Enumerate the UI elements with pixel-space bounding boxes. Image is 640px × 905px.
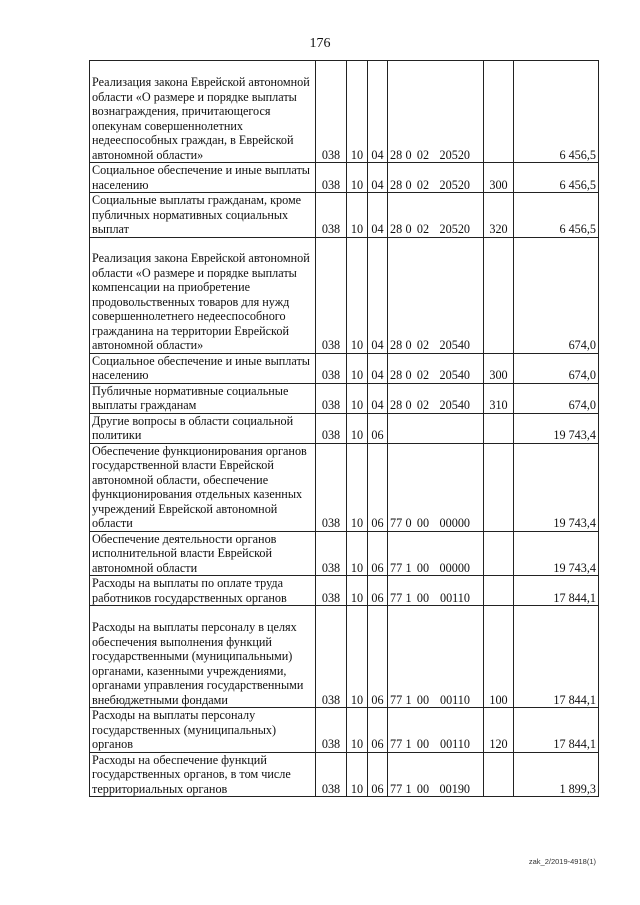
target-program-code: 77: [390, 590, 403, 605]
target-direction-code: 20540: [439, 368, 470, 382]
target-event-code: 00: [416, 590, 430, 605]
target-subprogram-code: 0: [405, 147, 412, 162]
amount-cell: 19 743,4: [514, 531, 599, 576]
section-code-cell: 10: [347, 193, 368, 238]
amount-cell: 6 456,5: [514, 61, 599, 163]
target-subprogram-code: 0: [405, 338, 412, 352]
table-row: [90, 61, 599, 163]
expense-type-cell: [484, 443, 514, 531]
section-code-cell: 10: [347, 531, 368, 576]
expense-name-cell: Другие вопросы в области социальной политики: [90, 413, 316, 443]
amount-cell: 17 844,1: [514, 576, 599, 606]
target-event-code: 00: [416, 781, 430, 796]
subsection-code-cell: 04: [368, 61, 388, 163]
ministry-code-cell: 038: [316, 383, 347, 413]
section-code-cell: 10: [347, 383, 368, 413]
target-event-code: 00: [416, 692, 430, 707]
expense-type-cell: [484, 531, 514, 576]
expense-name-cell: Расходы на выплаты персоналу государственных (муниципальных) органов: [90, 708, 316, 753]
target-direction-code: 00190: [439, 781, 470, 796]
subsection-code-cell: 06: [368, 752, 388, 797]
expense-type-cell: 310: [484, 383, 514, 413]
expense-name-cell: Социальное обеспечение и иные выплаты населению: [90, 163, 316, 193]
section-code-cell: 10: [347, 576, 368, 606]
section-code-cell: 10: [347, 443, 368, 531]
expense-name-cell: Расходы на выплаты по оплате труда работников государственных органов: [90, 576, 316, 606]
section-code-cell: 10: [347, 163, 368, 193]
target-article-cell: [388, 443, 484, 531]
expense-type-cell: 300: [484, 353, 514, 383]
target-article-cell: [388, 163, 484, 193]
amount-cell: 6 456,5: [514, 193, 599, 238]
target-direction-code: 00000: [439, 560, 470, 575]
target-program-code: 28: [390, 177, 403, 192]
amount-cell: 674,0: [514, 383, 599, 413]
subsection-code-cell: 06: [368, 531, 388, 576]
target-event-code: 02: [416, 368, 430, 382]
ministry-code-cell: 038: [316, 531, 347, 576]
target-program-code: 77: [390, 781, 403, 796]
amount-cell: 17 844,1: [514, 606, 599, 708]
expense-type-cell: [484, 413, 514, 443]
target-event-code: 02: [416, 398, 430, 412]
target-article-cell: [388, 61, 484, 163]
expense-name-cell: Расходы на обеспечение функций государственных органов, в том числе территориальных органов: [90, 752, 316, 797]
budget-table: [89, 60, 599, 797]
table-row: [90, 163, 599, 193]
section-code-cell: 10: [347, 61, 368, 163]
ministry-code-cell: 038: [316, 61, 347, 163]
section-code-cell: 10: [347, 237, 368, 353]
document-footer-code: zak_2/2019-4918(1): [528, 857, 596, 866]
target-article-cell: [388, 606, 484, 708]
subsection-code-cell: 06: [368, 606, 388, 708]
ministry-code-cell: 038: [316, 413, 347, 443]
target-direction-code: 00110: [439, 737, 470, 751]
amount-cell: 19 743,4: [514, 443, 599, 531]
target-program-code: 28: [390, 222, 403, 236]
subsection-code-cell: 06: [368, 708, 388, 753]
expense-name-cell: Расходы на выплаты персоналу в целях обеспечения выполнения функций государственными (муниципальными) органами, казенными учреждениями, органами управления государственными внебюджетными фондами: [90, 606, 316, 708]
target-program-code: 28: [390, 368, 403, 382]
target-article-cell: [388, 193, 484, 238]
target-article-cell: [388, 531, 484, 576]
table-row: [90, 353, 599, 383]
expense-name-cell: Реализация закона Еврейской автономной области «О размере и порядке выплаты вознаграждения, причитающегося опекунам совершеннолетних недееспособных граждан, в Еврейской автономной области»: [90, 61, 316, 163]
target-subprogram-code: 1: [405, 781, 412, 796]
target-direction-code: 00110: [439, 692, 470, 707]
expense-name-cell: Социальные выплаты гражданам, кроме публичных нормативных социальных выплат: [90, 193, 316, 238]
ministry-code-cell: 038: [316, 708, 347, 753]
target-program-code: 28: [390, 147, 403, 162]
subsection-code-cell: 04: [368, 383, 388, 413]
target-subprogram-code: 1: [405, 590, 412, 605]
section-code-cell: 10: [347, 752, 368, 797]
target-subprogram-code: 1: [405, 692, 412, 707]
expense-type-cell: [484, 61, 514, 163]
target-event-code: 00: [416, 560, 430, 575]
expense-name-cell: Реализация закона Еврейской автономной области «О размере и порядке выплаты компенсации на приобретение продовольственных товаров для нужд совершеннолетнего недееспособного гражданина на территории Еврейской автономной области»: [90, 237, 316, 353]
target-subprogram-code: 0: [405, 398, 412, 412]
ministry-code-cell: 038: [316, 443, 347, 531]
target-program-code: 28: [390, 398, 403, 412]
table-row: [90, 752, 599, 797]
amount-cell: 17 844,1: [514, 708, 599, 753]
amount-cell: 1 899,3: [514, 752, 599, 797]
table-row: [90, 531, 599, 576]
target-subprogram-code: 1: [405, 560, 412, 575]
ministry-code-cell: 038: [316, 752, 347, 797]
target-direction-code: 00000: [439, 516, 470, 530]
target-event-code: 00: [416, 737, 430, 751]
target-article-cell: [388, 752, 484, 797]
target-event-code: 02: [416, 147, 430, 162]
target-direction-code: 20520: [439, 222, 470, 236]
table-row: [90, 576, 599, 606]
section-code-cell: 10: [347, 708, 368, 753]
amount-cell: 674,0: [514, 237, 599, 353]
target-program-code: 28: [390, 338, 403, 352]
page-number: 176: [309, 36, 331, 51]
ministry-code-cell: 038: [316, 606, 347, 708]
section-code-cell: 10: [347, 353, 368, 383]
expense-type-cell: 320: [484, 193, 514, 238]
subsection-code-cell: 06: [368, 443, 388, 531]
expense-type-cell: [484, 752, 514, 797]
table-row: [90, 383, 599, 413]
amount-cell: 674,0: [514, 353, 599, 383]
target-subprogram-code: 1: [405, 737, 412, 751]
subsection-code-cell: 04: [368, 193, 388, 238]
expense-type-cell: [484, 576, 514, 606]
expense-type-cell: 100: [484, 606, 514, 708]
target-subprogram-code: 0: [405, 222, 412, 236]
target-article-cell: [388, 708, 484, 753]
expense-name-cell: Публичные нормативные социальные выплаты гражданам: [90, 383, 316, 413]
target-program-code: 77: [390, 516, 403, 530]
expense-type-cell: [484, 237, 514, 353]
target-article-cell: [388, 237, 484, 353]
table-row: [90, 708, 599, 753]
target-article-cell: [388, 383, 484, 413]
section-code-cell: 10: [347, 413, 368, 443]
expense-name-cell: Обеспечение функционирования органов государственной власти Еврейской автономной области, обеспечение функционирования отдельных казенных учреждений Еврейской автономной области: [90, 443, 316, 531]
ministry-code-cell: 038: [316, 163, 347, 193]
target-direction-code: 20520: [439, 147, 470, 162]
target-event-code: 00: [416, 516, 430, 530]
table-row: [90, 237, 599, 353]
subsection-code-cell: 06: [368, 576, 388, 606]
target-event-code: 02: [416, 222, 430, 236]
table-row: [90, 606, 599, 708]
target-direction-code: 20540: [439, 338, 470, 352]
expense-name-cell: Социальное обеспечение и иные выплаты населению: [90, 353, 316, 383]
table-row: [90, 193, 599, 238]
target-article-cell: [388, 413, 484, 443]
subsection-code-cell: 04: [368, 237, 388, 353]
expense-name-cell: Обеспечение деятельности органов исполнительной власти Еврейской автономной области: [90, 531, 316, 576]
target-article-cell: [388, 353, 484, 383]
target-subprogram-code: 0: [405, 368, 412, 382]
target-direction-code: 20520: [439, 177, 470, 192]
subsection-code-cell: 04: [368, 353, 388, 383]
expense-type-cell: 300: [484, 163, 514, 193]
target-direction-code: 00110: [439, 590, 470, 605]
table-row: [90, 413, 599, 443]
amount-cell: 6 456,5: [514, 163, 599, 193]
expense-type-cell: 120: [484, 708, 514, 753]
subsection-code-cell: 06: [368, 413, 388, 443]
target-subprogram-code: 0: [405, 177, 412, 192]
target-event-code: 02: [416, 177, 430, 192]
target-event-code: 02: [416, 338, 430, 352]
target-article-cell: [388, 576, 484, 606]
ministry-code-cell: 038: [316, 193, 347, 238]
amount-cell: 19 743,4: [514, 413, 599, 443]
ministry-code-cell: 038: [316, 576, 347, 606]
section-code-cell: 10: [347, 606, 368, 708]
target-subprogram-code: 0: [405, 516, 412, 530]
ministry-code-cell: 038: [316, 237, 347, 353]
ministry-code-cell: 038: [316, 353, 347, 383]
target-program-code: 77: [390, 737, 403, 751]
target-direction-code: 20540: [439, 398, 470, 412]
subsection-code-cell: 04: [368, 163, 388, 193]
target-program-code: 77: [390, 560, 403, 575]
table-row: [90, 443, 599, 531]
target-program-code: 77: [390, 692, 403, 707]
